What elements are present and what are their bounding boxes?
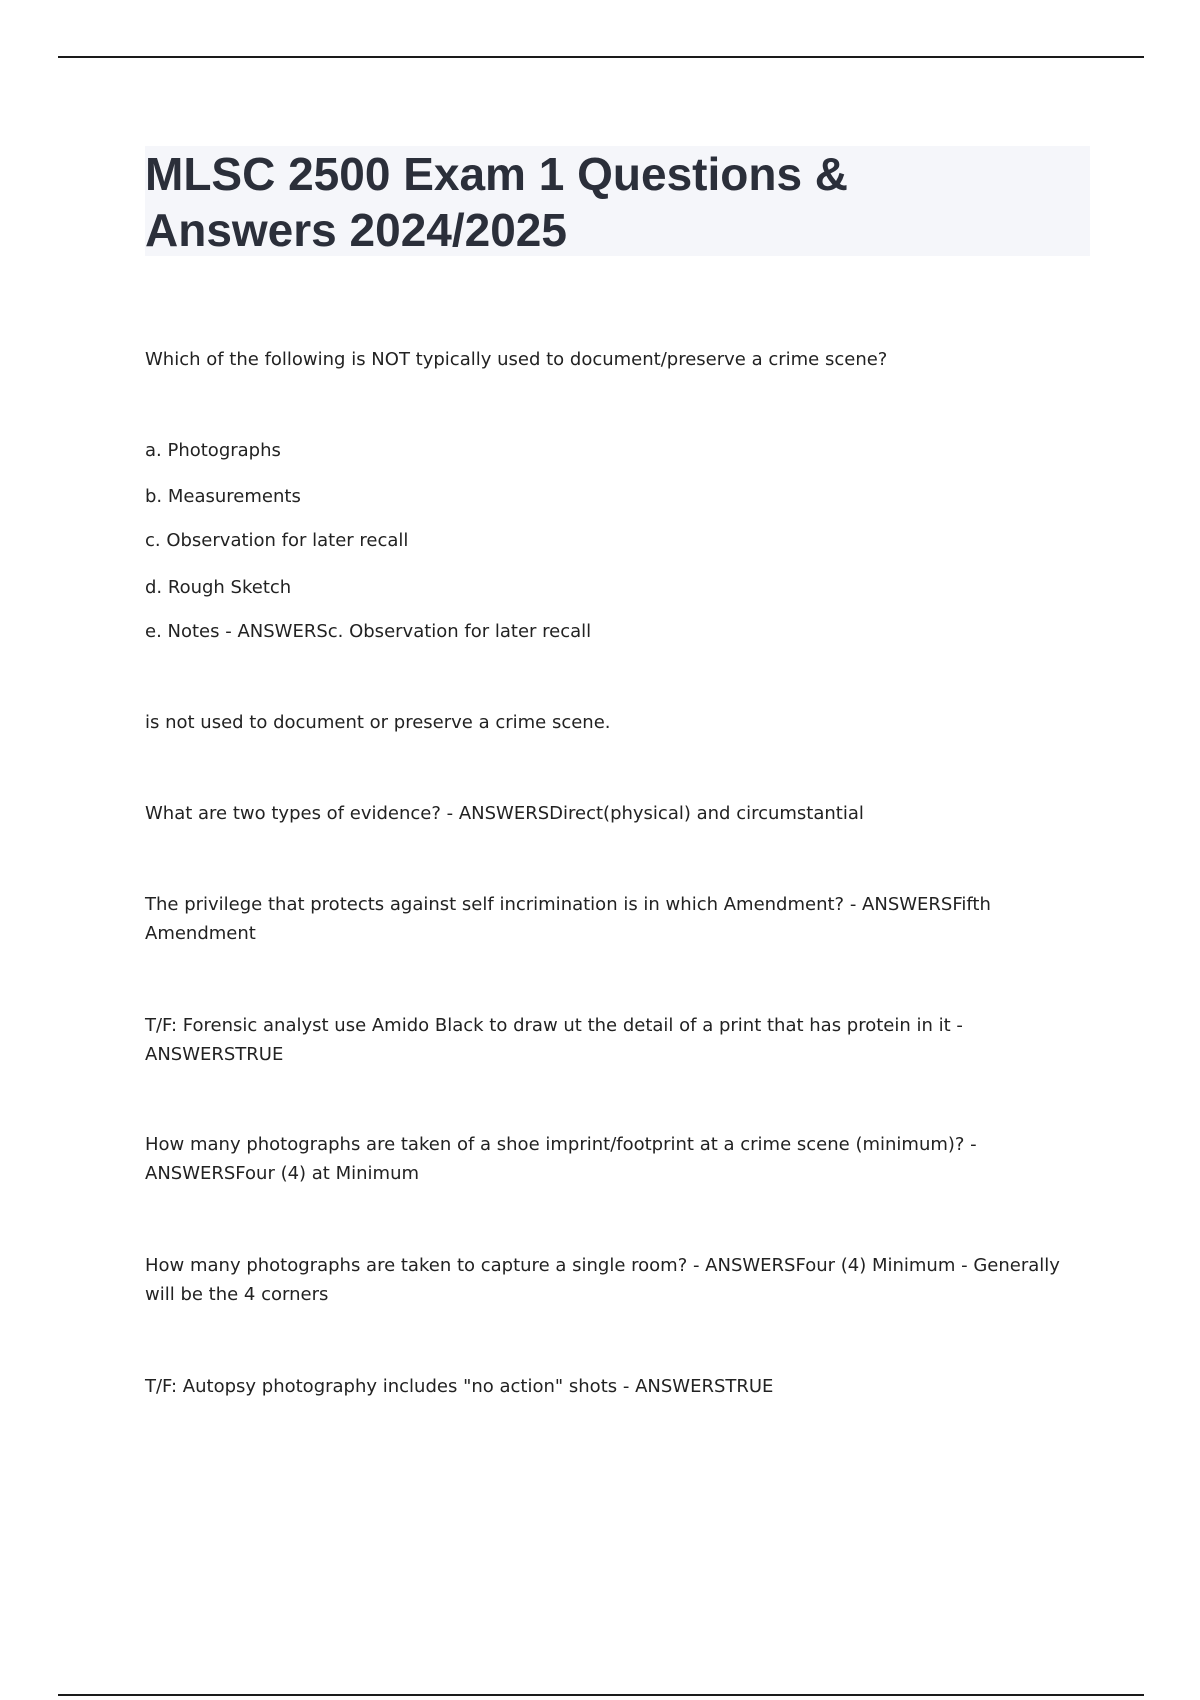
question-2: What are two types of evidence? - ANSWERSDirect(physical) and circumstantial	[145, 803, 864, 824]
question-3: The privilege that protects against self incrimination is in which Amendment? - ANSWERSFifth Amendment	[145, 894, 991, 944]
q1-option-d: d. Rough Sketch	[145, 577, 292, 598]
question-5: How many photographs are taken of a shoe imprint/footprint at a crime scene (minimum)? - ANSWERSFour (4) at Minimum	[145, 1134, 977, 1184]
title-banner	[145, 146, 1090, 256]
question-1: Which of the following is NOT typically used to document/preserve a crime scene?	[145, 349, 888, 370]
bottom-rule	[58, 1694, 1144, 1696]
q1-answer-continuation: is not used to document or preserve a crime scene.	[145, 712, 611, 733]
top-rule	[58, 56, 1144, 58]
q1-option-e-answer: e. Notes - ANSWERSc. Observation for later recall	[145, 621, 592, 642]
question-7: T/F: Autopsy photography includes "no action" shots - ANSWERSTRUE	[145, 1376, 774, 1397]
question-4: T/F: Forensic analyst use Amido Black to draw ut the detail of a print that has protein in it - ANSWERSTRUE	[145, 1015, 963, 1065]
q1-option-a: a. Photographs	[145, 440, 281, 461]
question-6: How many photographs are taken to capture a single room? - ANSWERSFour (4) Minimum - Generally will be the 4 corners	[145, 1255, 1060, 1305]
page-title: MLSC 2500 Exam 1 Questions & Answers 2024/2025	[145, 148, 849, 256]
q1-option-b: b. Measurements	[145, 486, 301, 507]
q1-option-c: c. Observation for later recall	[145, 530, 409, 551]
